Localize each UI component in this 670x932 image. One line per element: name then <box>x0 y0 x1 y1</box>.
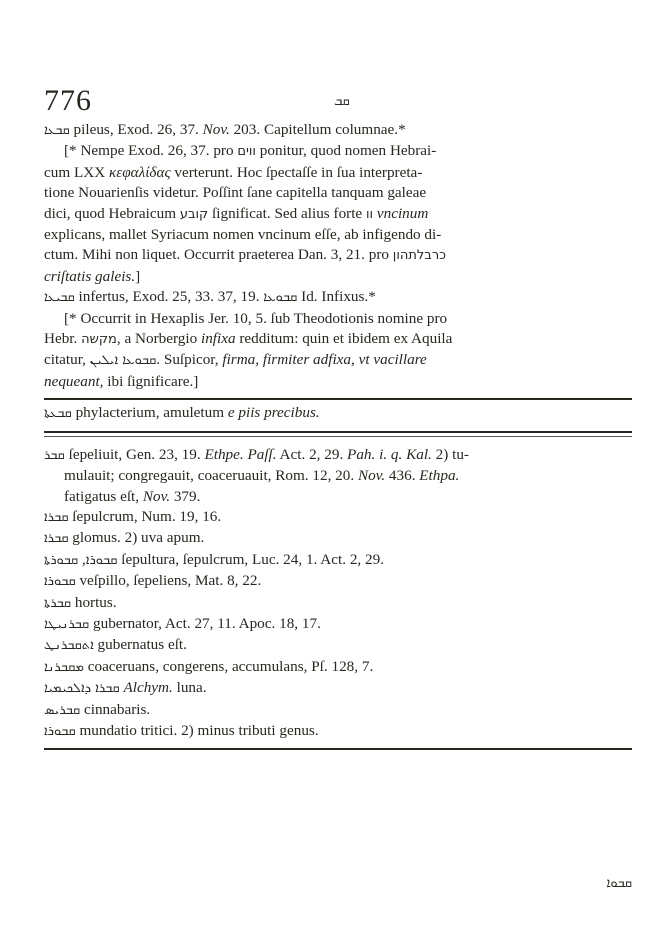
note-line: cum LXX κεφαλίδας verterunt. Hoc ſpectaſſe in ſua interpreta- <box>44 163 423 181</box>
syriac-headword: ܩܒܪܐ ܕܐܠܟܝܡܝܐ <box>44 681 120 697</box>
page-number: 776 <box>44 84 92 117</box>
syriac-headword: ܩܒܥܐ <box>44 123 70 138</box>
dictionary-column <box>44 120 632 750</box>
entry-line: ܩܒܝܥܐ infertus, Exod. 25, 33. 37, 19. ܩܒܘܥܐ Id. Infixus.* <box>44 288 376 306</box>
syriac-headword: ܩܒܪ <box>44 447 65 463</box>
note-line: explicans, mallet Syriacum nomen vncinum eſſe, ab infigendo di- <box>44 226 442 244</box>
hebrew-word: מקשה <box>81 332 117 348</box>
running-head: ܩܒ <box>334 94 350 109</box>
catchword: ܩܒܘܐ <box>606 876 632 891</box>
entry-line: ܩܒܥܐ pileus, Exod. 26, 37. Nov. 203. Capitellum columnae.* <box>44 121 406 138</box>
syriac-headword: ܩܒܪܬܐ <box>44 595 72 611</box>
note-line: nequeant, ibi ſignificare.] <box>44 372 199 390</box>
entry-line: ܩܒܥܬܐ phylacterium, amuletum e piis precibus. <box>44 404 320 422</box>
entry-line: ܩܒܪܐ ܕܐܠܟܝܡܝܐ Alchym. luna. <box>44 679 207 697</box>
page-header <box>44 84 632 124</box>
syriac-headword: ܩܒܪܐ <box>44 531 69 547</box>
syriac-headword: ܐܬܩܒܪܢܛ <box>44 638 94 654</box>
syriac-headword: ܩܒܪܢܝܛܐ <box>44 616 90 632</box>
note-line: [* Nempe Exod. 26, 37. pro ווים ponitur, quod nomen Hebrai- <box>64 142 437 160</box>
syriac-phrase: ܩܒܘܥܐ ܐܝܠܝܢ <box>89 353 157 369</box>
syriac-headword: ܩܒܪܝܣ <box>44 702 81 718</box>
entry-line: ܩܒܘܪܐ, ܩܒܘܪܬܐ ſepultura, ſepulcrum, Luc. 24, 1. Act. 2, 29. <box>44 550 385 568</box>
syriac-headword: ܩܒܘܪܐ <box>85 552 118 568</box>
entry-line: ܩܒܪܬܐ hortus. <box>44 593 117 611</box>
entry-line: fatigatus eſt, Nov. 379. <box>64 487 201 505</box>
entry-line: ܩܒܘܪܐ veſpillo, ſepeliens, Mat. 8, 22. <box>44 572 262 590</box>
note-line: tione Nouarienſis videtur. Poſſint ſane capitella tanquam galeae <box>44 184 427 202</box>
hebrew-word: וו <box>365 206 374 222</box>
note-line: [* Occurrit in Hexaplis Jer. 10, 5. ſub Theodotionis nomine pro <box>64 309 448 327</box>
syriac-headword: ܩܒܘܪܐ <box>44 723 76 739</box>
note-line: dici, quod Hebraicum קובע ſignificat. Sed alius forte וו vncinum <box>44 204 429 222</box>
section-rule-thin <box>44 436 632 437</box>
entry-line: ܐܬܩܒܪܢܛ gubernatus eſt. <box>44 636 187 654</box>
syriac-headword: ܩܒܥܬܐ <box>44 406 72 422</box>
syriac-headword: ܩܒܪܐ <box>44 509 69 525</box>
entry-line: ܡܩܒܪܢܐ coaceruans, congerens, accumulans, Pſ. 128, 7. <box>44 657 374 675</box>
note-line: Hebr. מקשה, a Norbergio infixa redditum: quin et ibidem ex Aquila <box>44 330 453 348</box>
greek-word: κεφαλίδας <box>108 163 171 181</box>
entry-line: ܩܒܘܪܐ mundatio tritici. 2) minus tributi genus. <box>44 721 319 739</box>
entry-line: ܩܒܪܐ ſepulcrum, Num. 19, 16. <box>44 507 222 525</box>
syriac-headword: ܩܒܘܪܐ <box>44 574 76 590</box>
entry-line: ܩܒܪ ſepeliuit, Gen. 23, 19. Ethpe. Paſſ. Act. 2, 29. Pah. i. q. Kal. 2) tu- <box>44 445 469 463</box>
syriac-headword: ܩܒܘܥܐ <box>263 290 298 306</box>
note-line: ctum. Mihi non liquet. Occurrit praeterea Dan. 3, 21. pro כרבלתהון <box>44 246 447 264</box>
entry-line: ܩܒܪܝܣ cinnabaris. <box>44 700 151 718</box>
entry-line: ܩܒܪܢܝܛܐ gubernator, Act. 27, 11. Apoc. 18, 17. <box>44 614 321 632</box>
hebrew-word: כרבלתהון <box>392 248 447 264</box>
syriac-headword: ܩܒܘܪܬܐ <box>44 552 79 568</box>
section-rule <box>44 398 632 400</box>
section-rule <box>44 431 632 433</box>
syriac-headword: ܡܩܒܪܢܐ <box>44 659 84 675</box>
entry-line: ܩܒܪܐ glomus. 2) uva apum. <box>44 529 205 547</box>
note-line: criſtatis galeis.] <box>44 267 141 285</box>
hebrew-word: קובע <box>179 206 209 222</box>
footer-rule <box>44 748 632 750</box>
note-line: citatur, ܩܒܘܥܐ ܐܝܠܝܢ. Suſpicor, firma, firmiter adfixa, vt vacillare <box>44 351 427 369</box>
syriac-headword: ܩܒܝܥܐ <box>44 290 75 306</box>
hebrew-word: ווים <box>237 144 256 160</box>
entry-line: mulauit; congregauit, coaceruauit, Rom. 12, 20. Nov. 436. Ethpa. <box>64 467 460 485</box>
